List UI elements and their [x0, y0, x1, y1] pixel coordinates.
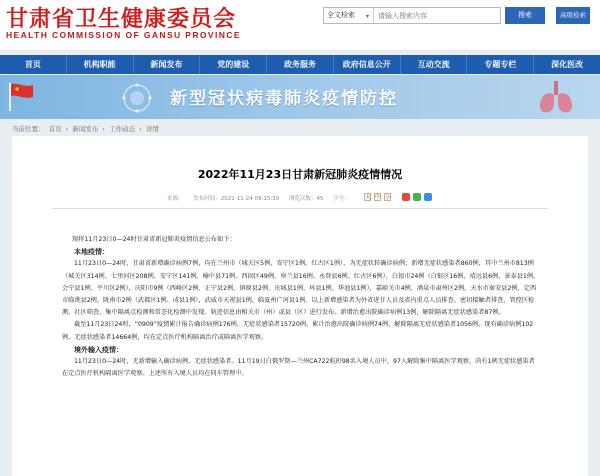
nav-item-topics[interactable]: 专题专栏: [467, 55, 534, 74]
breadcrumb-separator: ›: [139, 125, 142, 133]
weibo-share-icon[interactable]: [402, 193, 410, 201]
nav-item-services[interactable]: 政务服务: [267, 55, 334, 74]
article-panel: [12, 136, 588, 476]
site-logo-cn[interactable]: 甘肃省卫生健康委员会: [6, 6, 237, 32]
site-header: [0, 0, 600, 50]
search-box: [323, 7, 501, 24]
article-intro: 现将11月23日0—24时甘肃省新冠肺炎疫情信息公布如下：: [72, 236, 236, 243]
search-input[interactable]: [375, 8, 500, 23]
meta-divider: [52, 208, 548, 209]
nav-item-reform[interactable]: 深化医改: [551, 60, 584, 69]
share-bar: [402, 193, 432, 201]
breadcrumb-work-updates[interactable]: 工作动态: [109, 125, 136, 133]
nav-item-disclosure[interactable]: 政府信息公开: [334, 55, 401, 74]
article-publish-time: 发布时间：2022-11-24 09:15:39: [193, 196, 280, 202]
font-size-large-button[interactable]: 大: [365, 194, 372, 201]
font-size-label: 字号：: [333, 196, 350, 202]
font-size-switcher: [364, 193, 391, 201]
nav-item-functions[interactable]: 机构职能: [67, 55, 134, 74]
main-nav: [0, 55, 600, 74]
article-body: [62, 234, 540, 380]
article-views: 浏览次数：45: [288, 196, 324, 202]
epidemic-banner[interactable]: [0, 75, 600, 119]
breadcrumb-separator: ›: [65, 125, 69, 133]
total-paragraph: 截至11月23日24时，“0909”疫情累计报告确诊病例176例、无症状感染者15720例。累计治愈出院确诊病例74例，解除隔离无症状感染者1056例。现有确诊病例102例、无症状感染者14664例，均在定点医疗机构隔离治疗或隔离医学观察。: [62, 321, 534, 341]
flag-icon: [6, 81, 36, 113]
chevron-down-icon: ▾: [366, 13, 370, 20]
local-heading: 本地疫情：: [74, 248, 109, 257]
article-title: 2022年11月23日甘肃新冠肺炎疫情情况: [197, 168, 403, 181]
nav-item-home[interactable]: 首页: [0, 55, 67, 74]
imported-paragraph: 11月23日0—24时，无新增输入确诊病例、无症状感染者。11月19日白俄罗斯—兰州CA722航班98名入境人员中，97人解除集中隔离医学观察，尚有1例无症状感染者在定点医疗机构隔离医学观察。上述所有入境人员均在同车管理中。: [62, 358, 535, 378]
breadcrumb-prefix: 当前位置：: [12, 125, 45, 133]
nav-item-news[interactable]: 新闻发布: [134, 55, 201, 74]
qzone-share-icon[interactable]: [424, 193, 432, 201]
site-logo-en: HEALTH COMMISSION OF GANSU PROVINCE: [6, 30, 241, 40]
search-scope-label: 全文检索: [327, 11, 355, 19]
search-button[interactable]: 搜索: [505, 7, 545, 24]
banner-title: 新型冠状病毒肺炎疫情防控: [170, 89, 398, 109]
search-scope-select[interactable]: [324, 8, 374, 23]
font-size-medium-button[interactable]: 中: [375, 194, 382, 201]
local-paragraph: 11月23日0—24时，甘肃省新增确诊病例7例，均在兰州市（城关区5例、安宁区1例、红古区1例），为无症状转确诊病例；新增无症状感染者860例，其中兰州市813例（城关区314例、七里河区208例、安宁区141例、榆中县71例、西固区49例、皋兰县16例、永登县6例、红古区6例），白银市24例（白银区16例、靖远县6例、景泰县1例、会宁县1例、平川区2例），庆阳市9例（西峰区2例、正宁县2例、镇原县2例、庆城县1例、环县1例、华池县1例），嘉峪关市4例，酒泉市肃州区2例，天水市秦安县2例，定西市临洮县2例，陇南市2例（武都区1例、成县1例），武威市天祝县1例，临夏州广河县1例。以上新增感染者为外省进甘人员及省内重点人员排查、密切接触者排查、管控区检测、社区筛查、集中隔离点检测和常态化检测中发现。轨迹信息由相关市（州）或县（区）进行发布。新增治愈出院确诊病例13例，解除隔离无症状感染者87例。: [62, 260, 540, 317]
article-meta: [167, 194, 358, 202]
advanced-search-button[interactable]: 高级检索: [556, 7, 590, 24]
virus-icon: [120, 81, 154, 115]
nav-item-party[interactable]: 党的建设: [200, 55, 267, 74]
breadcrumb-news[interactable]: 新闻发布: [72, 125, 99, 133]
imported-heading: 境外输入疫情：: [74, 345, 123, 354]
breadcrumb-current: 详情: [145, 125, 159, 133]
article-source: 来源：: [167, 196, 184, 202]
breadcrumb: [12, 124, 161, 133]
breadcrumb-home[interactable]: 首页: [48, 125, 62, 133]
wechat-share-icon[interactable]: [413, 193, 421, 201]
lung-icon: [535, 79, 577, 117]
font-size-small-button[interactable]: 小: [385, 194, 392, 201]
nav-item-interaction[interactable]: 互动交流: [401, 55, 468, 74]
breadcrumb-separator: ›: [102, 125, 106, 133]
